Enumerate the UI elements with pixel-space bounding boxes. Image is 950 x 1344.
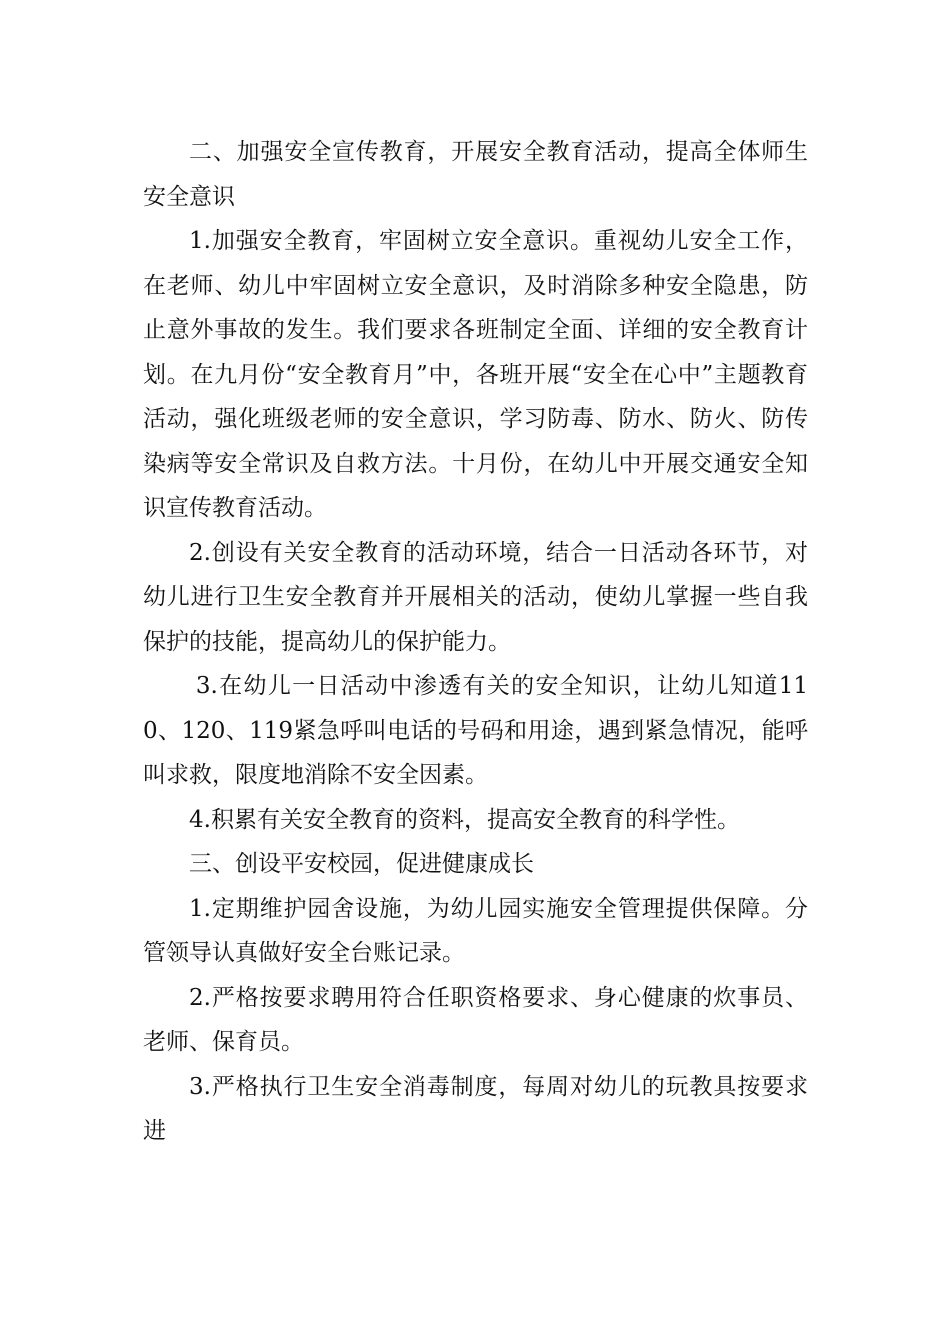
- paragraph-3-1: 1.定期维护园舍设施，为幼儿园实施安全管理提供保障。分管领导认真做好安全台账记录。: [143, 895, 808, 966]
- section-heading-3: 三、创设平安校园，促进健康成长: [189, 851, 534, 877]
- paragraph-2-3: 3.在幼儿一日活动中渗透有关的安全知识，让幼儿知道110、120、119紧急呼叫电话的号码和用途，遇到紧急情况，能呼叫求救，限度地消除不安全因素。: [143, 673, 808, 788]
- paragraph-2-4: 4.积累有关安全教育的资料，提高安全教育的科学性。: [189, 806, 740, 833]
- paragraph-3-3: 3.严格执行卫生安全消毒制度，每周对幼儿的玩教具按要求进: [143, 1073, 808, 1144]
- paragraph-2-2: 2.创设有关安全教育的活动环境，结合一日活动各环节，对幼儿进行卫生安全教育并开展相关的活动，使幼儿掌握一些自我保护的技能，提高幼儿的保护能力。: [143, 539, 808, 655]
- paragraph-2-1: 1.加强安全教育，牢固树立安全意识。重视幼儿安全工作，在老师、幼儿中牢固树立安全意识，及时消除多种安全隐患，防止意外事故的发生。我们要求各班制定全面、详细的安全教育计划。在九月份“安全教育月”中，各班开展“安全在心中”主题教育活动，强化班级老师的安全意识，学习防毒、防水、防火、防传染病等安全常识及自救方法。十月份，在幼儿中开展交通安全知识宣传教育活动。: [143, 228, 808, 521]
- paragraph-3-2: 2.严格按要求聘用符合任职资格要求、身心健康的炊事员、老师、保育员。: [143, 984, 808, 1055]
- document-body: [143, 130, 808, 1154]
- section-heading-2: 二、加强安全宣传教育，开展安全教育活动，提高全体师生安全意识: [143, 139, 808, 210]
